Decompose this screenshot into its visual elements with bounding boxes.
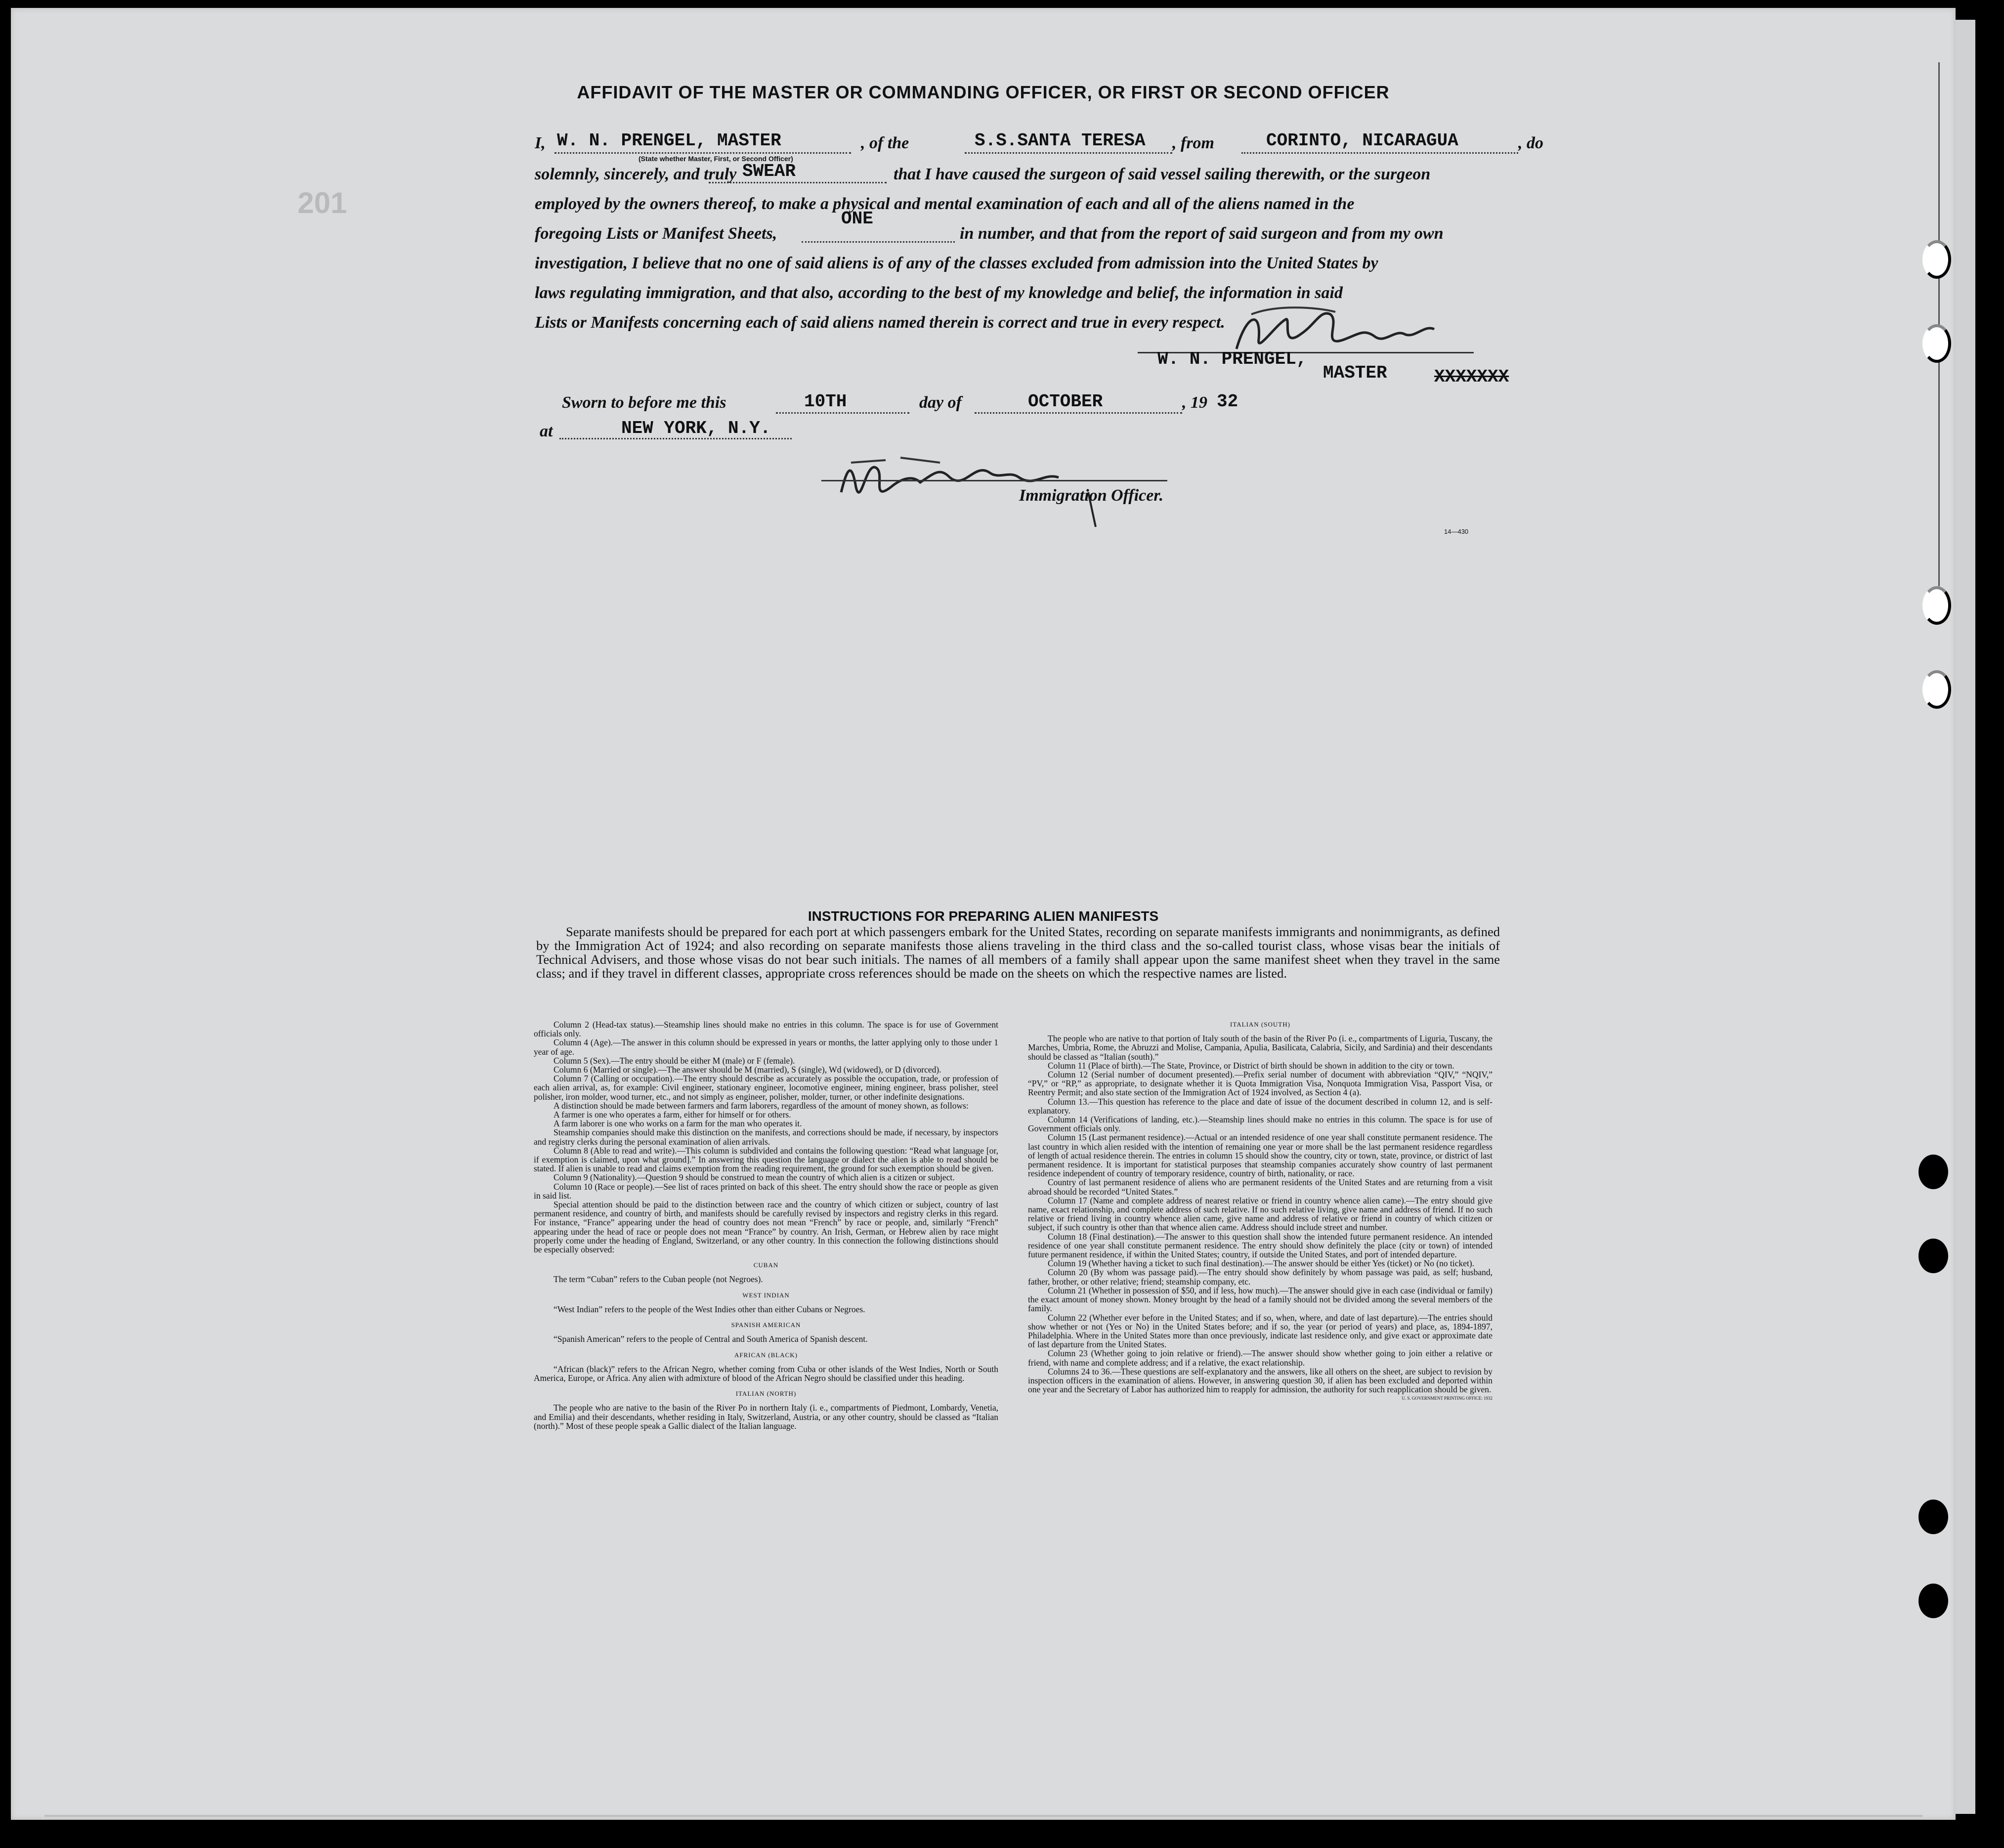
oath-field: SWEAR (742, 161, 796, 181)
instruction-paragraph: Column 6 (Married or single).—The answer should be M (married), S (single), Wd (widowed), or D (divorced). (554, 1065, 941, 1075)
instruction-paragraph: A farmer is one who operates a farm, either for himself or for others. (554, 1110, 791, 1120)
affidavit-line-1 (535, 134, 546, 153)
instruction-paragraph: Column 12 (Serial number of document presented).—Prefix serial number of document with abbreviation “QIV,” “NQIV,” “PV,” or “RP,” as appropriate, to designate whether it is Quota Immigration Visa, Nonquota Immigration Visa, Passport Visa, or Reentry Permit; and also state section of the Immigration Act of 1924 involved, as Section 4 (a). (1028, 1070, 1492, 1098)
section-heading: WEST INDIAN (742, 1291, 790, 1299)
affidavit-line-3: employed by the owners thereof, to make a physical and mental examination of each and all of the aliens named in the (535, 195, 1355, 213)
instruction-paragraph: A farm laborer is one who works on a farm for the man who operates it. (554, 1118, 802, 1129)
vessel-name-field: S.S.SANTA TERESA (975, 130, 1146, 151)
text-foregoing: foregoing Lists or Manifest Sheets, (535, 224, 777, 243)
instruction-paragraph: Column 9 (Nationality).—Question 9 should be construed to mean the country of which alien is a citizen or subject. (554, 1172, 955, 1183)
day-of-text: day of (919, 393, 962, 412)
instruction-paragraph: The people who are native to that portion of Italy south of the basin of the River Po (i. e., compartments of Liguria, Tuscany, the Marches, Umbria, Rome, the Abruzzi and Molise, Campania, Apulia, Basilicata, Calabria, Sicily, and Sardinia) and their descendants should be classed as “Italian (south).” (1028, 1033, 1492, 1062)
binder-hole-icon (1919, 1500, 1948, 1534)
binder-hole-icon (1919, 1239, 1948, 1273)
signed-rank: MASTER (1323, 363, 1387, 383)
instruction-paragraph: Column 13.—This question has reference to the place and date of issue of the document described in column 12, and is self-explanatory. (1028, 1096, 1492, 1116)
dotted-rule (709, 182, 887, 183)
master-name-field: W. N. PRENGEL, MASTER (557, 130, 781, 151)
binder-hole-icon (1919, 1155, 1948, 1189)
do-text: , do (1518, 134, 1543, 152)
affidavit-line-4 (535, 224, 777, 243)
instruction-paragraph: The term “Cuban” refers to the Cuban people (not Negroes). (554, 1274, 763, 1285)
binder-hole-icon (1922, 324, 1951, 363)
affidavit-line-5: investigation, I believe that no one of said aliens is of any of the classes excluded from admission into the United States by (535, 254, 1378, 272)
instruction-paragraph: Column 21 (Whether in possession of $50, and if less, how much).—The answer should give in each case (individual or family) the exact amount of money shown. Money brought by the head of a family should not be divided among the several members of the family. (1028, 1285, 1492, 1314)
affidavit-line-4b: in number, and that from the report of said surgeon and from my own (960, 224, 1444, 243)
instruction-paragraph: Column 20 (By whom was passage paid).—The entry should show definitely by whom passage was paid, as self; husband, father, brother, or other relative; friend; steamship company, etc. (1028, 1267, 1492, 1287)
sworn-year-field: 32 (1217, 391, 1238, 412)
section-heading: AFRICAN (BLACK) (734, 1351, 798, 1359)
sworn-month-field: OCTOBER (1028, 391, 1103, 412)
rank-note: (State whether Master, First, or Second Officer) (639, 155, 793, 163)
instruction-paragraph: Country of last permanent residence of aliens who are permanent residents of the United States and are returning from a visit abroad should be recorded “United States.” (1028, 1177, 1492, 1197)
officer-signature-rule (821, 480, 1167, 481)
instructions-right-column (1028, 1020, 1492, 1403)
instructions-intro: Separate manifests should be prepared for each port at which passengers embark for the United States, recording on separate manifests immigrants and nonimmigrants, as defined by the Immigration Act of 1924; and also recording on separate manifests those aliens traveling in the third class and the so-called tourist class, whose visas bear the initials of Technical Advisers, and those whose visas do not bear such initials. The names of all members of a family shall appear upon the same manifest sheet when they travel in the same class; and if they travel in different classes, appropriate cross references should be made on the sheets on which the respective names are listed. (536, 924, 1500, 981)
affidavit-line-2b: that I have caused the surgeon of said vessel sailing therewith, or the surgeon (894, 165, 1431, 183)
manifest-page (11, 8, 1956, 1820)
year-prefix-text: , 19 (1182, 393, 1207, 412)
instruction-paragraph: Column 17 (Name and complete address of nearest relative or friend in country whence alien came).—The entry should give name, exact relationship, and complete address of such relative. If no such relative living, give name and address of friend. If no such relative or friend living in country whence alien came, give name and address of relative or friend in country of which citizen or subject, if such country is other than that whence alien came. Address should include street and number. (1028, 1195, 1492, 1233)
page-edge-line (44, 1815, 1922, 1817)
departure-port-field: CORINTO, NICARAGUA (1266, 130, 1458, 151)
struck-text: XXXXXXX (1434, 367, 1509, 387)
section-heading: ITALIAN (SOUTH) (1230, 1021, 1290, 1028)
dotted-rule (965, 152, 1172, 154)
text-solemnly: solemnly, sincerely, and truly (535, 165, 737, 183)
instruction-paragraph: A distinction should be made between farmers and farm laborers, regardless of the amount of money shown, as follows: (554, 1100, 969, 1111)
of-the-text: , of the (861, 134, 909, 152)
affidavit-line-6: laws regulating immigration, and that also, according to the best of my knowledge and belief, the information in said (535, 284, 1343, 302)
sworn-text: Sworn to before me this (562, 393, 726, 412)
instruction-paragraph: Column 15 (Last permanent residence).—Actual or an intended residence of one year shall constitute permanent residence. The last country in which alien resided with the intention of remaining one year or more shall be the last permanent residence regardless of length of actual residence therein. The entries in column 15 should show the country, city or town, state, province, or district of last permanent residence. It is important for statistical purposes that steamship companies accurately show country of last permanent residence independent of country of temporary residence, country of birth, nationality, or race. (1028, 1132, 1492, 1179)
dotted-rule (802, 241, 955, 243)
section-heading: ITALIAN (NORTH) (735, 1390, 797, 1398)
dotted-rule (1241, 152, 1518, 154)
instruction-paragraph: Column 19 (Whether having a ticket to such final destination).—The answer should be either Yes (ticket) or No (no ticket). (1048, 1258, 1475, 1269)
instruction-paragraph: Column 7 (Calling or occupation).—The entry should describe as accurately as possible the occupation, trade, or profession of each alien arrival, as, for example: Civil engineer, stationary engineer, locomotive engineer, mining engineer, brass polisher, steel polisher, iron molder, wood turner, etc., and not simply as engineer, polisher, molder, turner, or other indefinite designations. (534, 1074, 998, 1102)
instruction-paragraph: Column 5 (Sex).—The entry should be either M (male) or F (female). (554, 1055, 795, 1066)
instruction-paragraph: “Spanish American” refers to the people of Central and South America of Spanish descent. (554, 1334, 868, 1344)
instruction-paragraph: Column 11 (Place of birth).—The State, Province, or District of birth should be shown in addition to the city or town. (1048, 1060, 1454, 1071)
at-text: at (540, 422, 553, 440)
instruction-paragraph: Column 18 (Final destination).—The answer to this question shall show the intended future permanent residence. An intended residence of one year shall constitute permanent residence. The entry should show definitely the place (city or town) of intended future permanent residence, if within the United States; country, if outside the United States, and port of intended departure. (1028, 1231, 1492, 1260)
section-heading: SPANISH AMERICAN (731, 1321, 801, 1329)
instruction-paragraph: Column 4 (Age).—The answer in this column should be expressed in years or months, the latter applying only to those under 1 year of age. (534, 1037, 998, 1057)
binder-hole-icon (1919, 1584, 1948, 1618)
binder-hole-icon (1922, 586, 1951, 625)
instruction-paragraph: Column 14 (Verifications of landing, etc.).—Steamship lines should make no entries in this column. The space is for use of Government officials only. (1028, 1115, 1492, 1134)
dotted-rule (975, 412, 1182, 414)
binder-hole-icon (1922, 240, 1951, 279)
instruction-paragraph: Column 23 (Whether going to join relative or friend).—The answer should show whether going to join either a relative or friend, with name and complete address; and if a relative, the exact relationship. (1028, 1348, 1492, 1368)
instruction-paragraph: Column 22 (Whether ever before in the United States; and if so, when, where, and date of last departure).—The entries should show whether or not (Yes or No) in the United States before; and if so, the year (or period of years) and place, as, 1894-1897, Philadelphia. Where in the United States more than once previously, indicate last residence only, and give exact or approximate date of last departure from the United States. (1028, 1312, 1492, 1350)
sworn-day-field: 10TH (804, 391, 847, 412)
instruction-paragraph: Column 2 (Head-tax status).—Steamship lines should make no entries in this column. The space is for use of Government officials only. (534, 1020, 998, 1039)
section-heading: CUBAN (753, 1261, 779, 1269)
instruction-paragraph: The people who are native to the basin of the River Po in northern Italy (i. e., compartments of Piedmont, Lombardy, Venetia, and Emilia) and their descendants, whether residing in Italy, Switzerland, Austria, or any other country, should be classed as “Italian (north).” Most of these people speak a Gallic dialect of the Italian language. (534, 1403, 998, 1431)
instruction-paragraph: Steamship companies should make this distinction on the manifests, and corrections should be made, if necessary, by inspectors and registry clerks during the personal examination of alien arrivals. (534, 1127, 998, 1147)
sworn-place-field: NEW YORK, N.Y. (621, 418, 771, 438)
form-number: 14—430 (1444, 528, 1469, 535)
dotted-rule (554, 152, 851, 154)
instruction-paragraph: Column 8 (Able to read and write).—This column is subdivided and contains the following question: “Read what language [or, if exemption is claimed, upon what ground].” In answering this question the language or dialect the alien is able to read should be stated. If alien is unable to read and claims exemption from the reading requirement, the ground for such exemption should be given. (534, 1145, 998, 1174)
dotted-rule (776, 412, 909, 414)
printer-imprint: U. S. GOVERNMENT PRINTING OFFICE: 1932 (1402, 1396, 1492, 1401)
from-text: , from (1172, 134, 1214, 152)
instruction-paragraph: Column 10 (Race or people).—See list of races printed on back of this sheet. The entry should show the race or people as given in said list. (534, 1181, 998, 1201)
instructions-title: INSTRUCTIONS FOR PREPARING ALIEN MANIFESTS (808, 908, 1159, 924)
text-i: I, (535, 134, 546, 152)
binder-hole-icon (1922, 670, 1951, 709)
instruction-paragraph: Columns 24 to 36.—These questions are self-explanatory and the answers, like all others on the sheet, are subject to revision by inspection officers in the examination of aliens. However, in answering question 30, if alien has been excluded and deported within one year and the Secretary of Labor has authorized him to reapply for admission, the authority for such reapplication should be given. (1028, 1366, 1492, 1395)
affidavit-line-7: Lists or Manifests concerning each of said aliens named therein is correct and true in every respect. (535, 313, 1225, 332)
signed-name: W. N. PRENGEL, (1157, 349, 1307, 369)
affidavit-line-2 (535, 165, 736, 184)
sheet-count-field: ONE (841, 209, 873, 229)
margin-stamp: 201 (298, 186, 347, 219)
instructions-left-column (534, 1020, 998, 1430)
officer-title: Immigration Officer. (1019, 486, 1164, 505)
instruction-paragraph: “African (black)” refers to the African Negro, whether coming from Cuba or other islands of the West Indies, North or South America, Europe, or Africa. Any alien with admixture of blood of the African Negro should be classified under this heading. (534, 1364, 998, 1383)
instruction-paragraph: Special attention should be paid to the distinction between race and the country of which citizen or subject, country of last permanent residence, and country of birth, and manifests should be carefully revised by inspectors and registry clerks in this regard. For instance, “France” appearing under the head of country does not mean “French” by race or people, and, similarly “French” appearing under the head of race or people does not mean “France” by country. An Irish, German, or Hebrew alien by race might properly come under the heading of England, Switzerland, or any other country. In this connection the following distinctions should be especially observed: (534, 1200, 998, 1255)
affidavit-title: AFFIDAVIT OF THE MASTER OR COMMANDING OFFICER, OR FIRST OR SECOND OFFICER (577, 82, 1390, 102)
instruction-paragraph: “West Indian” refers to the people of the West Indies other than either Cubans or Negroes. (554, 1304, 865, 1314)
